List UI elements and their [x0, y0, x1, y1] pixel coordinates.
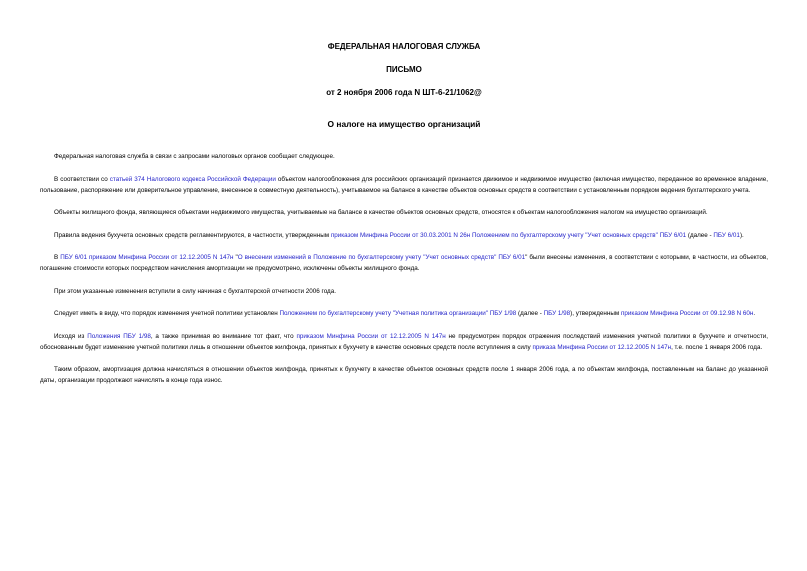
paragraph-text: ).	[739, 231, 744, 239]
link-amendments-pbu-6-01[interactable]: О внесении изменений в Положение по бухгалтерскому учету "Учет основных средств" ПБУ 6/01	[237, 254, 526, 261]
paragraph-text: Следует иметь в виду, что порядок изменения учетной политики установлен	[54, 310, 280, 317]
paragraph-text: , а также принимая во внимание тот факт, что	[150, 332, 297, 340]
paragraph-2	[40, 174, 768, 196]
paragraph-text: .	[753, 310, 756, 317]
organization-heading: ФЕДЕРАЛЬНАЯ НАЛОГОВАЯ СЛУЖБА	[327, 42, 481, 51]
paragraph-text: Таким образом, амортизация должна начисляться в отношении объектов жилфонда, принятых к бухучету в качестве объектов основных средств после 1 января 2006 года, а по объектам жилфонда, поставленным на баланс до указанной даты, организации продолжают начислять в конце года износ.	[40, 366, 768, 384]
paragraph-text: (далее -	[686, 231, 714, 239]
paragraph-text: Исходя из	[54, 332, 88, 340]
link-pbu-6-01[interactable]: ПБУ 6/01	[60, 254, 87, 261]
paragraph-1	[40, 151, 768, 162]
link-pbu-6-01[interactable]: ПБУ 6/01	[713, 231, 740, 239]
paragraph-text: "	[233, 254, 238, 261]
paragraph-text: , т.е. после 1 января 2006 года.	[671, 343, 763, 351]
paragraph-text: В соответствии со	[54, 175, 110, 183]
link-pbu-1-98[interactable]: ПБУ 1/98	[543, 310, 571, 317]
document-subject: О налоге на имущество организаций	[327, 119, 481, 129]
paragraph-text: Правила ведения бухучета основных средств регламентируются, в частности, утвержденным	[54, 231, 331, 239]
link-order-147n[interactable]: приказом Минфина России от 12.12.2005 N 147н	[296, 332, 446, 340]
document-body	[40, 151, 768, 386]
link-order-26n[interactable]: приказом Минфина России от 30.03.2001 N 26н	[330, 231, 471, 239]
paragraph-text: не предусмотрен порядок отражения последствий изменения учетной политики в бухучете и отчетности, обоснованным будет изменение учетной политики лишь в отношении объектов жилфонда, принятых к бухучету в качестве основных средств после вступления в силу	[40, 332, 769, 351]
link-order-147n[interactable]: приказом Минфина России от 12.12.2005 N 147н	[89, 254, 234, 261]
link-pbu-1-98-regulation[interactable]: Положения ПБУ 1/98	[87, 332, 151, 340]
paragraph-text: При этом указанные изменения вступили в силу начиная с бухгалтерской отчетности 2006 года.	[54, 287, 336, 295]
link-pbu-1-98-regulation[interactable]: Положением по бухгалтерскому учету "Учетная политика организации" ПБУ 1/98	[279, 310, 517, 317]
paragraph-text: В	[54, 254, 61, 261]
link-order-147n-genitive[interactable]: приказа Минфина России от 12.12.2005 N 147н	[532, 343, 672, 351]
paragraph-6	[40, 286, 768, 297]
paragraph-7	[40, 308, 768, 319]
paragraph-4	[40, 230, 768, 241]
paragraph-text: (далее -	[516, 310, 544, 317]
paragraph-text: " были внесены изменения, в соответствии с которыми, в частности, из объектов, погашение стоимости которых посредством начисления амортизации не предусмотрено, исключены объекты жилищного фонда.	[40, 254, 768, 272]
paragraph-text: Объекты жилищного фонда, являющиеся объектами недвижимого имущества, учитываемые на балансе в качестве объектов основных средств, относятся к объектам налогообложения налогом на имущество организаций.	[54, 209, 708, 216]
document-type-heading: ПИСЬМО	[386, 65, 422, 74]
paragraph-3	[40, 207, 768, 218]
paragraph-8	[40, 331, 768, 353]
document-date-number: от 2 ноября 2006 года N ШТ-6-21/1062@	[326, 88, 482, 97]
link-pbu-6-01-regulation[interactable]: Положением по бухгалтерскому учету "Учет основных средств" ПБУ 6/01	[471, 231, 687, 239]
paragraph-text: объектом налогообложения для российских организаций признается движимое и недвижимое имущество (включая имущество, переданное во временное владение, пользование, распоряжение или доверительное управление, внесенное в совместную деятельность), учитываемое на балансе в качестве объектов основных средств в соответствии с установленным порядком ведения бухгалтерского учета.	[40, 175, 768, 194]
link-article-374-tax-code[interactable]: статьей 374 Налогового кодекса Российской Федерации	[109, 175, 276, 183]
paragraph-9	[40, 364, 768, 386]
document-page	[40, 42, 768, 398]
paragraph-5	[40, 252, 768, 274]
paragraph-text: Федеральная налоговая служба в связи с запросами налоговых органов сообщает следующее.	[54, 153, 335, 160]
paragraph-text: ), утвержденным	[570, 310, 621, 317]
link-order-60n[interactable]: приказом Минфина России от 09.12.98 N 60н	[621, 310, 754, 317]
